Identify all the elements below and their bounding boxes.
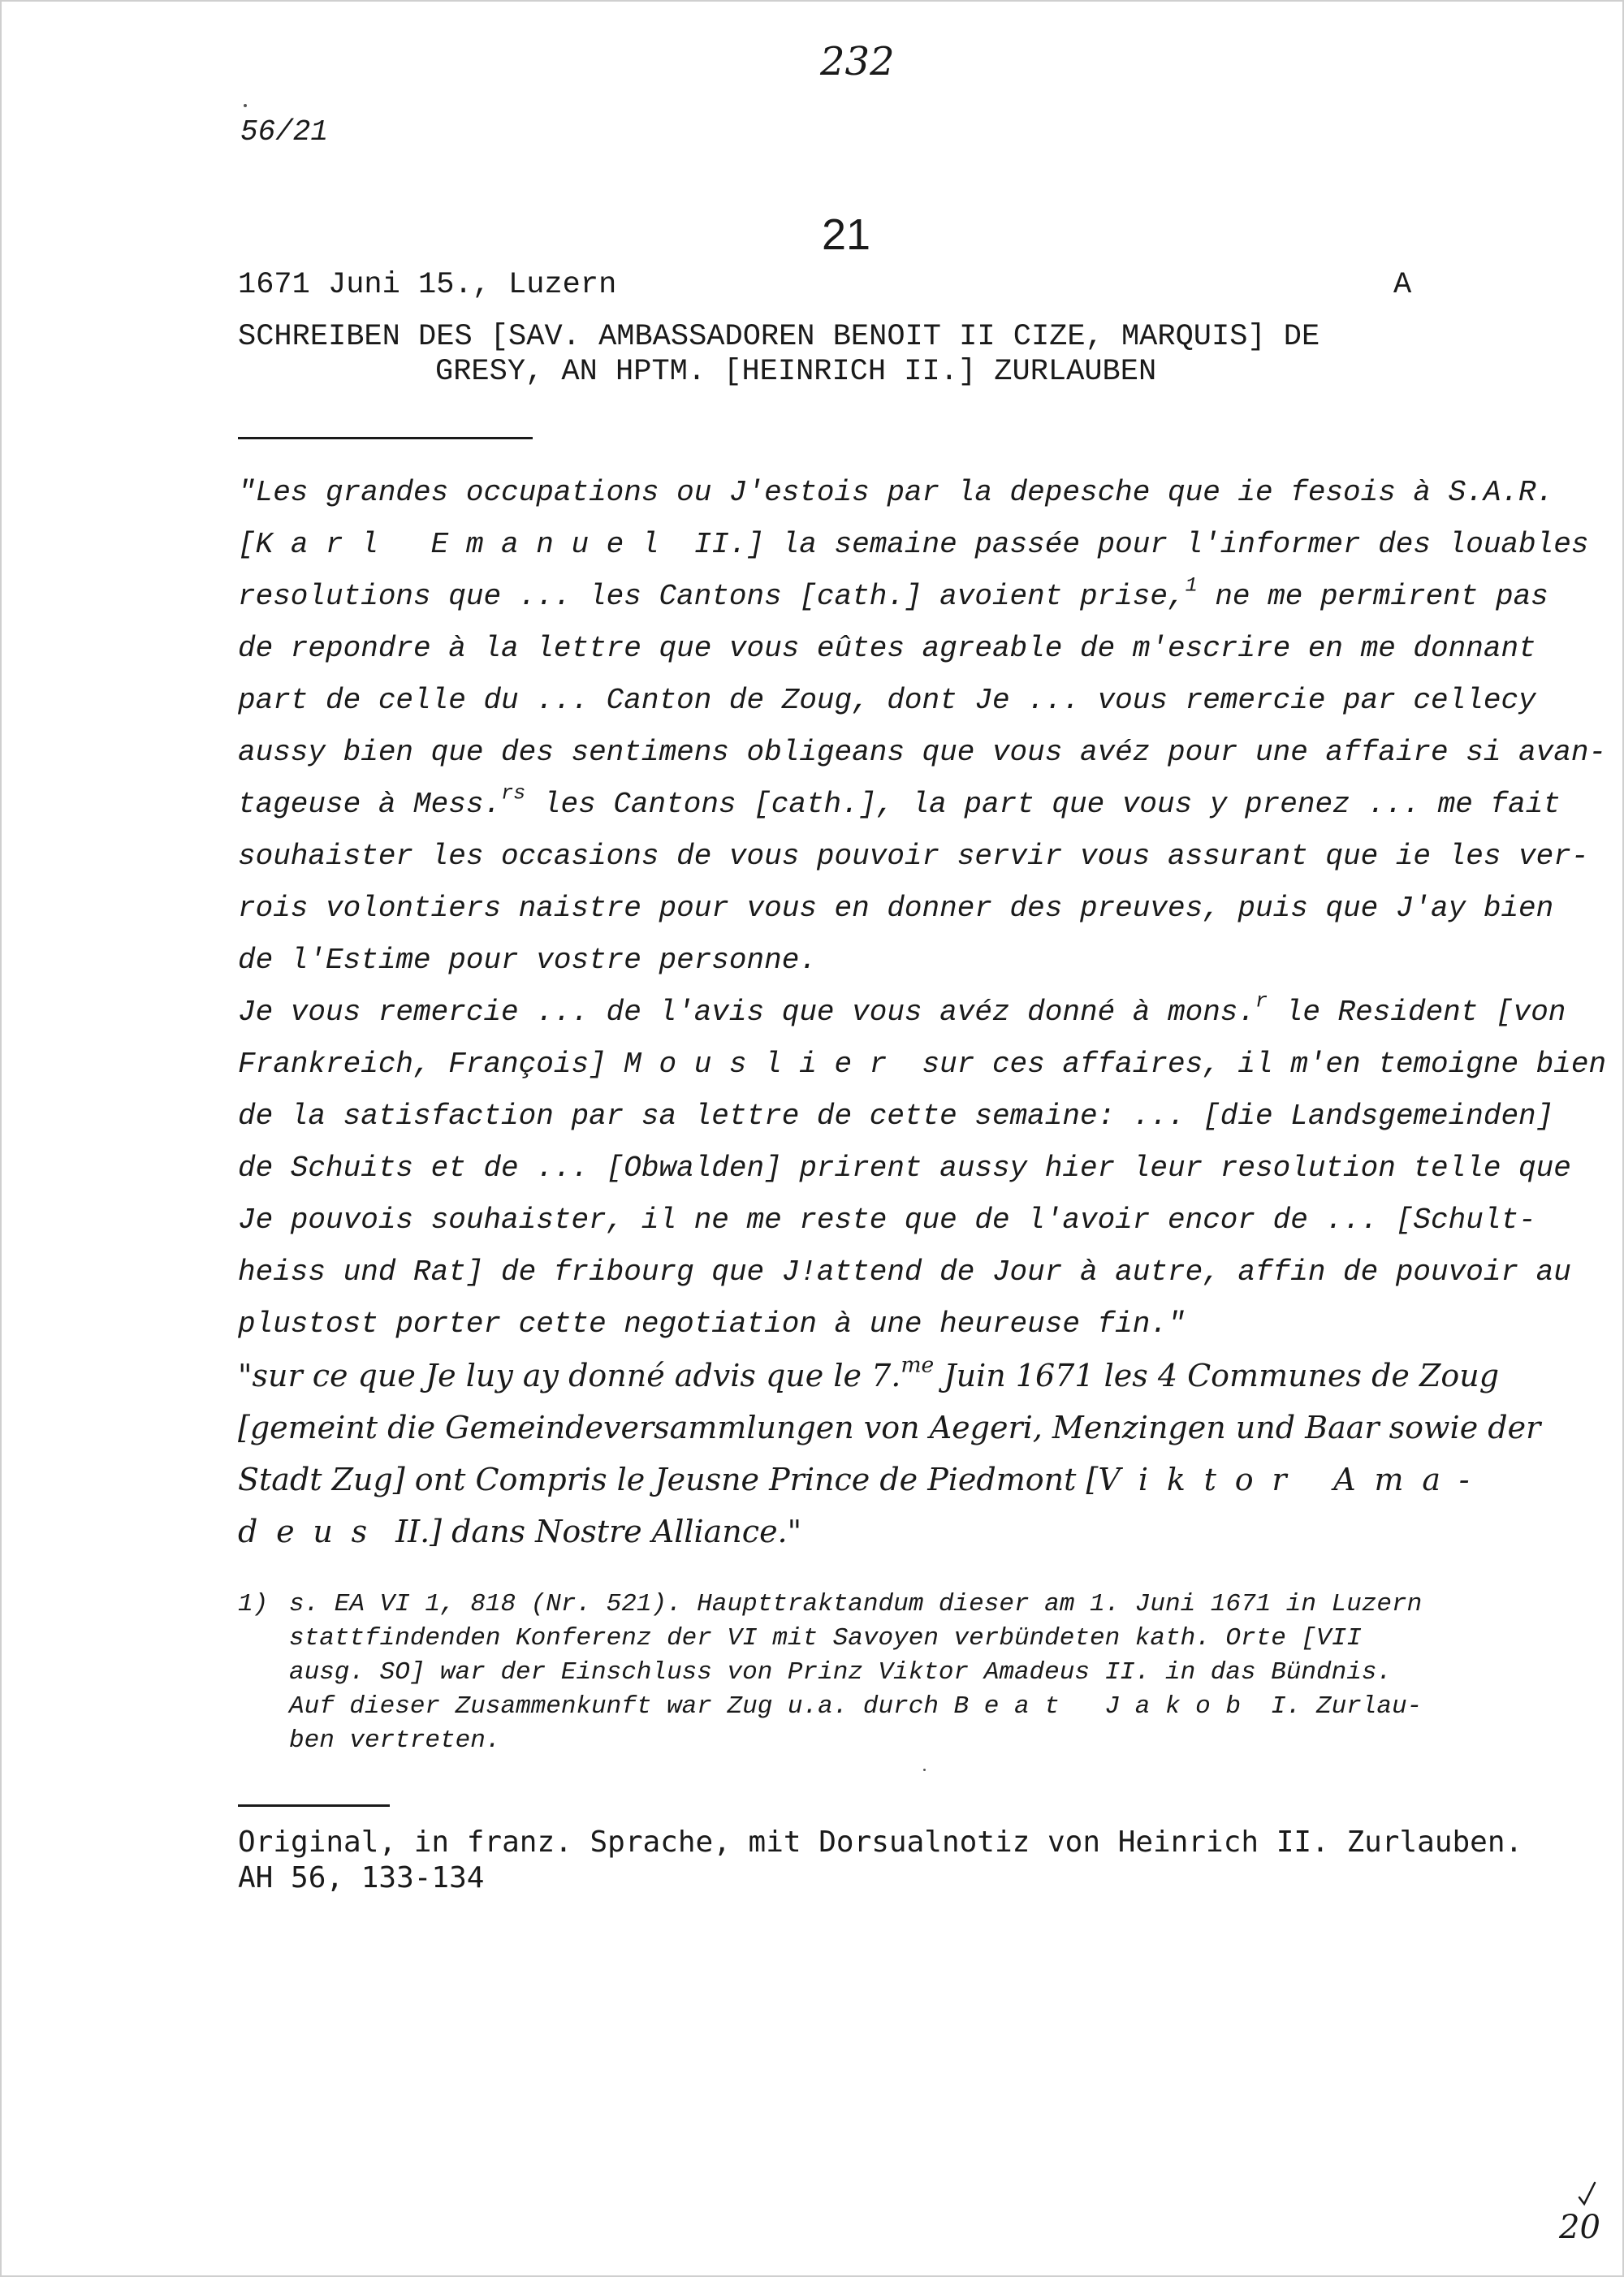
footnote-marker: 1 <box>1185 573 1198 598</box>
footnote-marker: 1) <box>238 1590 269 1618</box>
footnote-line: s. EA VI 1, 818 (Nr. 521). Haupttraktandum dieser am 1. Juni 1671 in Luzern <box>289 1590 1423 1618</box>
quote-line: de repondre à la lettre que vous eûtes agreable de m'escrire en me donnant <box>238 632 1536 665</box>
name-beat-jakob: Beat Jakob <box>953 1692 1256 1721</box>
date-place: 1671 Juni 15., Luzern <box>238 268 617 302</box>
speck <box>923 1769 926 1771</box>
handwritten-line: "sur ce que Je luy ay donné advis que le 7.$^{me}$ Juin 1671 les 4 Communes de Zoug <box>238 1352 1500 1393</box>
source-line: AH 56, 133-134 <box>238 1861 485 1895</box>
handwritten-line: deus II.] dans Nostre Alliance." <box>238 1514 802 1549</box>
speck <box>244 104 247 107</box>
footnote-line: stattfindenden Konferenz der VI mit Savoyen verbündeten kath. Orte [VII <box>289 1624 1362 1653</box>
quote-line: Frankreich, François] Mouslier sur ces affaires, il m'en temoigne bien <box>238 1048 1607 1081</box>
handwritten-line: [gemeint die Gemeindeversammlungen von Aegeri, Menzingen und Baar sowie der <box>238 1410 1541 1445</box>
document-reference: 56/21 <box>240 115 329 149</box>
source-divider <box>238 1804 390 1807</box>
name-karl-emanuel: Karl Emanuel <box>255 528 677 561</box>
source-line: Original, in franz. Sprache, mit Dorsualnotiz von Heinrich II. Zurlauben. <box>238 1825 1523 1859</box>
footnote-line: ben vertreten. <box>289 1726 501 1755</box>
item-number: 21 <box>822 210 871 259</box>
name-viktor-amadeus: Viktor Ama- <box>1098 1462 1488 1497</box>
quote-line: heiss und Rat] de fribourg que J!attend de Jour à autre, affin de pouvoir au <box>238 1255 1571 1289</box>
quote-line: de l'Estime pour vostre personne. <box>238 944 817 977</box>
footnote-line: ausg. SO] war der Einschluss von Prinz Viktor Amadeus II. in das Bündnis. <box>289 1658 1393 1687</box>
quote-line: de la satisfaction par sa lettre de cette semaine: ... [die Landsgemeinden] <box>238 1100 1554 1133</box>
letter-label: A <box>1393 268 1412 302</box>
name-mouslier: Mouslier <box>624 1048 905 1081</box>
quote-line: aussy bien que des sentimens obligeans que vous avéz pour une affaire si avan- <box>238 736 1607 769</box>
quote-line: Je pouvois souhaister, il ne me reste que de l'avoir encor de ... [Schult- <box>238 1203 1536 1237</box>
quote-line: "Les grandes occupations ou J'estois par la depesche que ie fesois à S.A.R. <box>238 476 1554 509</box>
footnote-line: Auf dieser Zusammenkunft war Zug u.a. durch Beat Jakob I. Zurlau- <box>289 1692 1423 1721</box>
quote-line: resolutions que ... les Cantons [cath.] avoient prise,$^1$ ne me permirent pas <box>238 573 1548 613</box>
handwritten-line: Stadt Zug] ont Compris le Jeusne Prince de Piedmont [Viktor Ama- <box>238 1462 1488 1497</box>
quote-line: souhaister les occasions de vous pouvoir servir vous assurant que ie les ver- <box>238 840 1589 873</box>
title-divider <box>238 437 533 439</box>
quote-line: [Karl Emanuel II.] la semaine passée pour l'informer des louables <box>238 528 1589 561</box>
page-number-handwritten: 232 <box>820 39 895 84</box>
quote-line: de Schuits et de ... [Obwalden] prirent aussy hier leur resolution telle que <box>238 1151 1571 1185</box>
checkmark-icon <box>1577 2180 1598 2209</box>
quote-line: Je vous remercie ... de l'avis que vous avéz donné à mons.$^r$ le Resident [von <box>238 989 1566 1029</box>
corner-handwritten-mark: 20 <box>1559 2209 1600 2246</box>
title-line-1: SCHREIBEN DES [SAV. AMBASSADOREN BENOIT II CIZE, MARQUIS] DE <box>238 320 1320 354</box>
quote-line: part de celle du ... Canton de Zoug, dont Je ... vous remercie par cellecy <box>238 684 1536 717</box>
quote-line: plustost porter cette negotiation à une heureuse fin." <box>238 1307 1186 1341</box>
title-line-2: GRESY, AN HPTM. [HEINRICH II.] ZURLAUBEN <box>435 355 1157 389</box>
quote-line: tageuse à Mess.$^{rs}$ les Cantons [cath.], la part que vous y prenez ... me fait <box>238 781 1561 821</box>
quote-line: rois volontiers naistre pour vous en donner des preuves, puis que J'ay bien <box>238 892 1554 925</box>
